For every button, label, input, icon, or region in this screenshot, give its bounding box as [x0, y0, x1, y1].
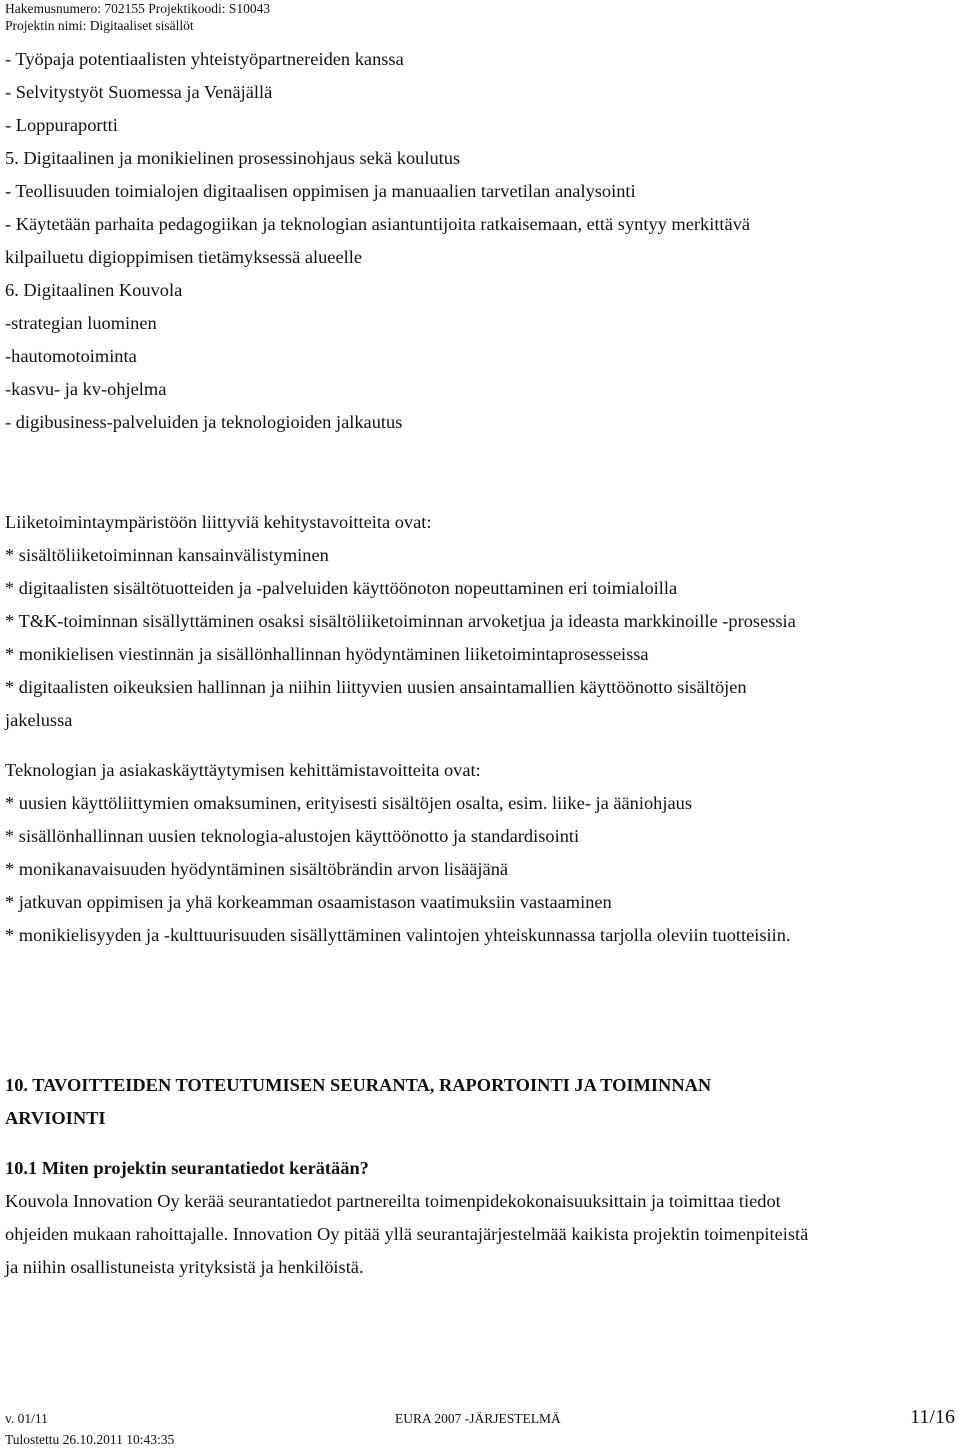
list-item: * digitaalisten sisältötuotteiden ja -palveluiden käyttöönoton nopeuttaminen eri toimialoilla: [5, 578, 678, 598]
list-item: 6. Digitaalinen Kouvola: [5, 280, 183, 300]
list-item: * T&K-toiminnan sisällyttäminen osaksi sisältöliiketoiminnan arvoketjua ja ideasta markkinoille -prosessia: [5, 611, 796, 631]
page-header: [5, 0, 270, 34]
list-item: - Käytetään parhaita pedagogiikan ja teknologian asiantuntijoita ratkaisemaan, että syntyy merkittävä: [5, 214, 751, 234]
page-number: 11/16: [910, 1406, 955, 1428]
list-item: -strategian luominen: [5, 313, 157, 333]
document-body: [5, 43, 955, 1284]
list-item: * monikielisen viestinnän ja sisällönhallinnan hyödyntäminen liiketoimintaprosesseissa: [5, 644, 649, 664]
list-item: kilpailuetu digioppimisen tietämyksessä alueelle: [5, 247, 363, 267]
list-item: * monikielisyyden ja -kulttuurisuuden sisällyttäminen valintojen yhteiskunnassa tarjolla oleviin tuotteisiin.: [5, 925, 791, 945]
technology-goals-section: [5, 754, 955, 952]
section-intro: Teknologian ja asiakaskäyttäytymisen kehittämistavoitteita ovat:: [5, 760, 481, 780]
footer-system-name: EURA 2007 -JÄRJESTELMÄ: [395, 1411, 561, 1426]
list-item: * sisältöliiketoiminnan kansainvälistyminen: [5, 545, 329, 565]
list-item: - Työpaja potentiaalisten yhteistyöpartnereiden kanssa: [5, 49, 404, 69]
business-goals-section: [5, 506, 955, 737]
section-10-heading: [5, 1069, 955, 1135]
section-10-1-heading: 10.1 Miten projektin seurantatiedot kerätään?: [5, 1158, 369, 1178]
list-item: * jatkuvan oppimisen ja yhä korkeamman osaamistason vaatimuksiin vastaaminen: [5, 892, 612, 912]
top-list: [5, 43, 955, 439]
list-item: 5. Digitaalinen ja monikielinen prosessinohjaus sekä koulutus: [5, 148, 461, 168]
paragraph-line: ja niihin osallistuneista yrityksistä ja henkilöistä.: [5, 1257, 364, 1277]
list-item: jakelussa: [5, 710, 73, 730]
paragraph-line: Kouvola Innovation Oy kerää seurantatiedot partnereilta toimenpidekokonaisuuksittain ja toimittaa tiedot: [5, 1191, 781, 1211]
list-item: * monikanavaisuuden hyödyntäminen sisältöbrändin arvon lisääjänä: [5, 859, 509, 879]
header-application-info: Hakemusnumero: 702155 Projektikoodi: S10043: [5, 1, 271, 16]
list-item: * uusien käyttöliittymien omaksuminen, erityisesti sisältöjen osalta, esim. liike- ja ääniohjaus: [5, 793, 692, 813]
footer-version: v. 01/11: [5, 1411, 48, 1426]
list-item: * sisällönhallinnan uusien teknologia-alustojen käyttöönotto ja standardisointi: [5, 826, 580, 846]
section-intro: Liiketoimintaympäristöön liittyviä kehitystavoitteita ovat:: [5, 512, 432, 532]
list-item: - Teollisuuden toimialojen digitaalisen oppimisen ja manuaalien tarvetilan analysointi: [5, 181, 636, 201]
list-item: -kasvu- ja kv-ohjelma: [5, 379, 167, 399]
heading-line: 10. TAVOITTEIDEN TOTEUTUMISEN SEURANTA, RAPORTOINTI JA TOIMINNAN: [5, 1075, 712, 1095]
list-item: - Loppuraportti: [5, 115, 118, 135]
heading-line: ARVIOINTI: [5, 1108, 106, 1128]
list-item: * digitaalisten oikeuksien hallinnan ja niihin liittyvien uusien ansaintamallien käyttöönotto sisältöjen: [5, 677, 747, 697]
page-footer: [5, 1405, 955, 1429]
header-project-name: Projektin nimi: Digitaaliset sisällöt: [5, 18, 194, 33]
footer-print-timestamp: Tulostettu 26.10.2011 10:43:35: [5, 1432, 175, 1447]
paragraph-line: ohjeiden mukaan rahoittajalle. Innovation Oy pitää yllä seurantajärjestelmää kaikista projektin toimenpiteistä: [5, 1224, 809, 1244]
section-10-1-paragraph: [5, 1185, 955, 1284]
list-item: - Selvitystyöt Suomessa ja Venäjällä: [5, 82, 273, 102]
list-item: - digibusiness-palveluiden ja teknologioiden jalkautus: [5, 412, 403, 432]
list-item: -hautomotoiminta: [5, 346, 137, 366]
